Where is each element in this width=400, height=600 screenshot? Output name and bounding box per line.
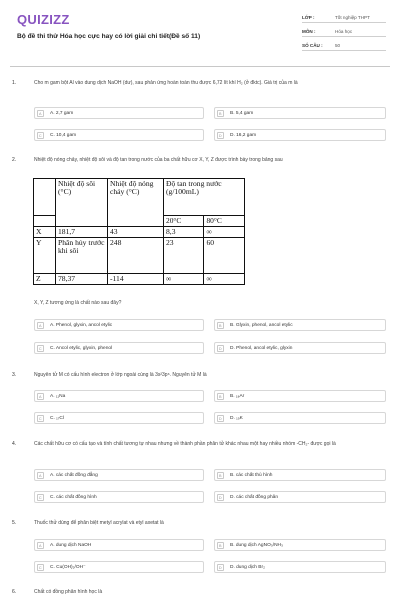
question-number: 3. xyxy=(12,372,17,378)
option-a[interactable] xyxy=(34,469,204,481)
option-label: D. ₁₉K xyxy=(230,416,243,421)
option-label: A. các chất đồng đẳng xyxy=(50,473,98,478)
table-cell: 23 xyxy=(164,238,204,274)
table-cell: Z xyxy=(34,274,56,285)
meta-row-count xyxy=(302,42,386,51)
option-b[interactable] xyxy=(214,469,386,481)
meta-key: SỐ CÂU : xyxy=(302,43,323,48)
option-b[interactable] xyxy=(214,107,386,119)
table-row xyxy=(34,274,245,285)
table-cell: 60 xyxy=(204,238,245,274)
option-letter-box: D xyxy=(218,496,222,501)
quiz-title: Bộ đề thi thử Hóa học cực hay có lời giải chi tiết(Đề số 11) xyxy=(17,33,201,40)
option-label: C. các chất đồng hình xyxy=(50,495,97,500)
option-label: D. dung dịch Br₂ xyxy=(230,565,265,570)
table-cell: 181,7 xyxy=(56,227,108,238)
option-b[interactable] xyxy=(214,390,386,402)
option-label: B. dung dịch AgNO₃/NH₃ xyxy=(230,543,283,548)
meta-row-subject xyxy=(302,28,386,37)
option-letter-box: C xyxy=(38,496,42,501)
option-letter-box: B xyxy=(218,395,222,400)
table-cell: -114 xyxy=(108,274,164,285)
question-text: Thuốc thử dùng để phân biệt metyl acrylat và etyl axetat là xyxy=(34,520,164,526)
option-letter-box: D xyxy=(218,347,222,352)
meta-row-class xyxy=(302,14,386,23)
option-b[interactable] xyxy=(214,539,386,551)
option-letter-box: D xyxy=(218,566,222,571)
question-number: 1. xyxy=(12,80,17,86)
option-d[interactable] xyxy=(214,342,386,354)
option-c[interactable] xyxy=(34,491,204,503)
option-label: B. Glyxin, phenol, ancol etylic xyxy=(230,323,293,328)
option-label: C. Cu(OH)₂/OH⁻ xyxy=(50,565,86,570)
table-corner-cell xyxy=(34,216,56,227)
properties-table xyxy=(33,178,245,285)
question-number: 4. xyxy=(12,441,17,447)
question-text: Chất có đồng phân hình học là xyxy=(34,589,103,595)
table-cell: ∞ xyxy=(204,274,245,285)
table-cell: 43 xyxy=(108,227,164,238)
option-letter-box: D xyxy=(218,417,222,422)
option-letter-box: C xyxy=(38,566,42,571)
question-subtext: X, Y, Z tương ứng là chất nào sau đây? xyxy=(34,300,122,306)
option-label: A. 2,7 gam xyxy=(50,111,74,116)
option-c[interactable] xyxy=(34,561,204,573)
question-number: 5. xyxy=(12,520,17,526)
option-c[interactable] xyxy=(34,342,204,354)
question-number: 2. xyxy=(12,157,17,163)
table-subheader-cell: 20°C xyxy=(164,216,204,227)
worksheet-header xyxy=(0,0,400,68)
meta-key: MÔN : xyxy=(302,29,316,34)
option-letter-box: A xyxy=(38,544,42,549)
option-label: D. các chất đồng phân xyxy=(230,495,279,500)
table-header-cell: Nhiệt độ nóng chảy (°C) xyxy=(108,179,164,227)
option-letter-box: C xyxy=(38,347,42,352)
table-cell: ∞ xyxy=(164,274,204,285)
option-letter-box: D xyxy=(218,134,222,139)
option-label: D. Phenol, ancol etylic, glyxin xyxy=(230,346,293,351)
option-label: B. ₁₈Ar xyxy=(230,394,245,399)
table-row xyxy=(34,227,245,238)
option-letter-box: A xyxy=(38,395,42,400)
question-text: Các chất hữu cơ có cấu tạo và tính chất tương tự nhau nhưng về thành phần phân tử khác nhau một hay nhiều nhóm -CH₂- được gọi là xyxy=(34,441,336,447)
option-label: C. 10,4 gam xyxy=(50,133,77,138)
table-subheader-cell: 80°C xyxy=(204,216,245,227)
option-a[interactable] xyxy=(34,539,204,551)
table-row xyxy=(34,238,245,274)
option-a[interactable] xyxy=(34,107,204,119)
table-cell: ∞ xyxy=(204,227,245,238)
option-label: A. dung dịch NaOH xyxy=(50,543,92,548)
quizizz-logo: QUIZIZZ xyxy=(17,12,70,27)
table-cell: 8,3 xyxy=(164,227,204,238)
table-cell: 78,37 xyxy=(56,274,108,285)
option-label: D. 16,2 gam xyxy=(230,133,257,138)
option-letter-box: C xyxy=(38,417,42,422)
option-letter-box: A xyxy=(38,474,42,479)
option-letter-box: B xyxy=(218,324,222,329)
meta-value: Tốt nghiệp THPT xyxy=(335,15,370,20)
option-letter-box: C xyxy=(38,134,42,139)
question-text: Nguyên tử M có cấu hình electron ở lớp ngoài cùng là 3s²3p⁶. Nguyên tử M là xyxy=(34,372,207,378)
option-d[interactable] xyxy=(214,561,386,573)
table-cell: X xyxy=(34,227,56,238)
option-c[interactable] xyxy=(34,412,204,424)
table-cell: Y xyxy=(34,238,56,274)
option-d[interactable] xyxy=(214,129,386,141)
option-a[interactable] xyxy=(34,390,204,402)
table-corner-cell xyxy=(34,179,56,216)
header-divider xyxy=(10,66,390,67)
meta-value: Hóa học xyxy=(335,29,353,34)
option-d[interactable] xyxy=(214,412,386,424)
option-label: A. ₁₁Na xyxy=(50,394,66,399)
option-letter-box: B xyxy=(218,474,222,479)
option-label: C. ₁₇Cl xyxy=(50,416,64,421)
option-label: B. 5,4 gam xyxy=(230,111,254,116)
option-b[interactable] xyxy=(214,319,386,331)
option-label: A. Phenol, glyxin, ancol etylic xyxy=(50,323,113,328)
option-letter-box: B xyxy=(218,112,222,117)
question-text: Nhiệt độ nóng chảy, nhiệt độ sôi và độ tan trong nước của ba chất hữu cơ X, Y, Z được trình bày trong bảng sau xyxy=(34,157,283,163)
table-cell: 248 xyxy=(108,238,164,274)
table-cell: Phân hủy trước khi sôi xyxy=(56,238,108,274)
option-d[interactable] xyxy=(214,491,386,503)
option-a[interactable] xyxy=(34,319,204,331)
option-c[interactable] xyxy=(34,129,204,141)
option-letter-box: A xyxy=(38,324,42,329)
option-letter-box: A xyxy=(38,112,42,117)
table-header-cell: Độ tan trong nước (g/100mL) xyxy=(164,179,245,216)
meta-key: LỚP : xyxy=(302,15,315,20)
option-label: C. Ancol etylic, glyxin, phenol xyxy=(50,346,113,351)
option-letter-box: B xyxy=(218,544,222,549)
meta-value: 50 xyxy=(335,43,341,48)
option-label: B. các chất thù hình xyxy=(230,473,273,478)
table-header-cell: Nhiệt độ sôi (°C) xyxy=(56,179,108,227)
question-text: Cho m gam bột Al vào dung dịch NaOH (dư), sau phản ứng hoàn toàn thu được 6,72 lít khí H₂ (ở đktc). Giá trị của m là xyxy=(34,80,298,86)
question-number: 6. xyxy=(12,589,17,595)
